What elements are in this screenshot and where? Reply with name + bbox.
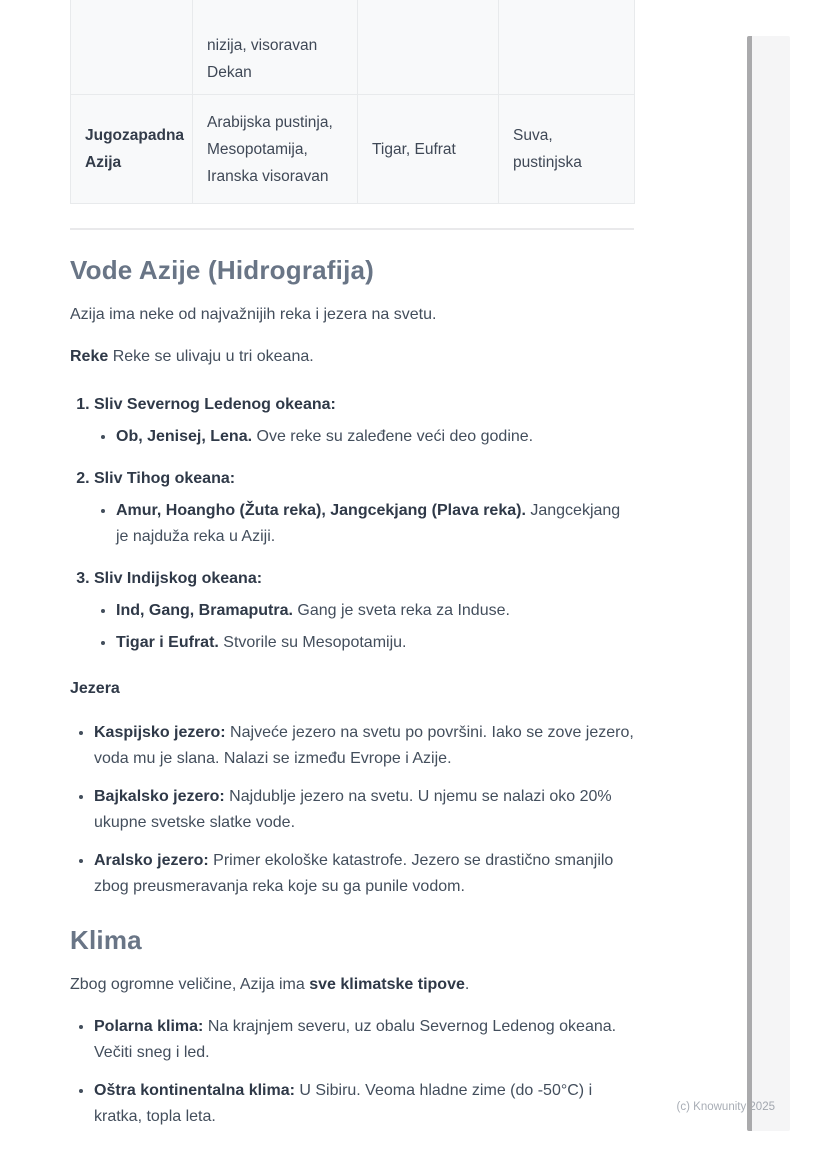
section-divider (70, 228, 634, 230)
list-item-caspian: • Kaspijsko jezero: Najveće jezero na svetu po površini. Iako se zove jezero, voda mu je slana. Nalazi se između Evrope i Azije. (94, 720, 634, 772)
document-page (70, 0, 634, 1154)
river-basins-list (70, 392, 634, 656)
table-cell-region: Jugozapadna Azija (71, 95, 193, 204)
asia-regions-table (70, 0, 635, 204)
lakes-heading: Jezera (70, 680, 120, 697)
list-item-rivers: • Ob, Jenisej, Lena. Ove reke su zaleđene veći deo godine. (116, 424, 634, 450)
table-cell-rivers (358, 0, 499, 95)
table-row (71, 95, 635, 204)
hydrography-intro: Azija ima neke od najvažnijih reka i jezera na svetu. (70, 306, 437, 323)
table-row (71, 0, 635, 95)
list-item-rivers: • Ind, Gang, Bramaputra. Gang je sveta reka za Induse. (116, 598, 634, 624)
list-item-rivers: • Tigar i Eufrat. Stvorile su Mesopotamiju. (116, 630, 634, 656)
section-title-climate: Klima (70, 925, 142, 955)
table-cell-climate (499, 0, 635, 95)
list-item-basin-arctic: 1. Sliv Severnog Ledenog okeana: • Ob, Jenisej, Lena. Ove reke su zaleđene veći deo godine. (94, 392, 634, 450)
list-item-basin-indian: 3. Sliv Indijskog okeana: • Ind, Gang, Bramaputra. Gang je sveta reka za Induse. • Tigar i Eufrat. Stvorile su Mesopotamiju. (94, 566, 634, 656)
table-cell-relief: Arabijska pustinja, Mesopotamija, Iranska visoravan (193, 95, 358, 204)
table-cell-relief: nizija, visoravan Dekan (193, 0, 358, 95)
list-item-continental-climate: • Oštra kontinentalna klima: U Sibiru. Veoma hladne zime (do -50°C) i kratka, topla leta. (94, 1078, 634, 1130)
rivers-paragraph: Reke Reke se ulivaju u tri okeana. (70, 348, 314, 365)
section-title-hydrography: Vode Azije (Hidrografija) (70, 255, 375, 285)
climate-intro: Zbog ogromne veličine, Azija ima sve klimatske tipove. (70, 976, 470, 993)
list-item-baikal: • Bajkalsko jezero: Najdublje jezero na svetu. U njemu se nalazi oko 20% ukupne svetske slatke vode. (94, 784, 634, 836)
climate-types-list (70, 1014, 634, 1130)
table-cell-rivers: Tigar, Eufrat (358, 95, 499, 204)
list-item-aral: • Aralsko jezero: Primer ekološke katastrofe. Jezero se drastično smanjilo zbog preusmeravanja reka koje su ga punile vodom. (94, 848, 634, 900)
list-item-rivers: • Amur, Hoangho (Žuta reka), Jangcekjang (Plava reka). Jangcekjang je najduža reka u Aziji. (116, 498, 634, 550)
rivers-label: Reke (70, 348, 109, 365)
table-cell-region (71, 0, 193, 95)
list-item-basin-pacific: 2. Sliv Tihog okeana: • Amur, Hoangho (Žuta reka), Jangcekjang (Plava reka). Jangcekjang je najduža reka u Aziji. (94, 466, 634, 550)
table-cell-climate: Suva, pustinjska (499, 95, 635, 204)
list-item-polar-climate: • Polarna klima: Na krajnjem severu, uz obalu Severnog Ledenog okeana. Večiti sneg i led. (94, 1014, 634, 1066)
copyright-note: (c) Knowunity 2025 (676, 1101, 775, 1113)
lakes-list (70, 720, 634, 900)
scrollbar[interactable] (747, 36, 790, 1131)
